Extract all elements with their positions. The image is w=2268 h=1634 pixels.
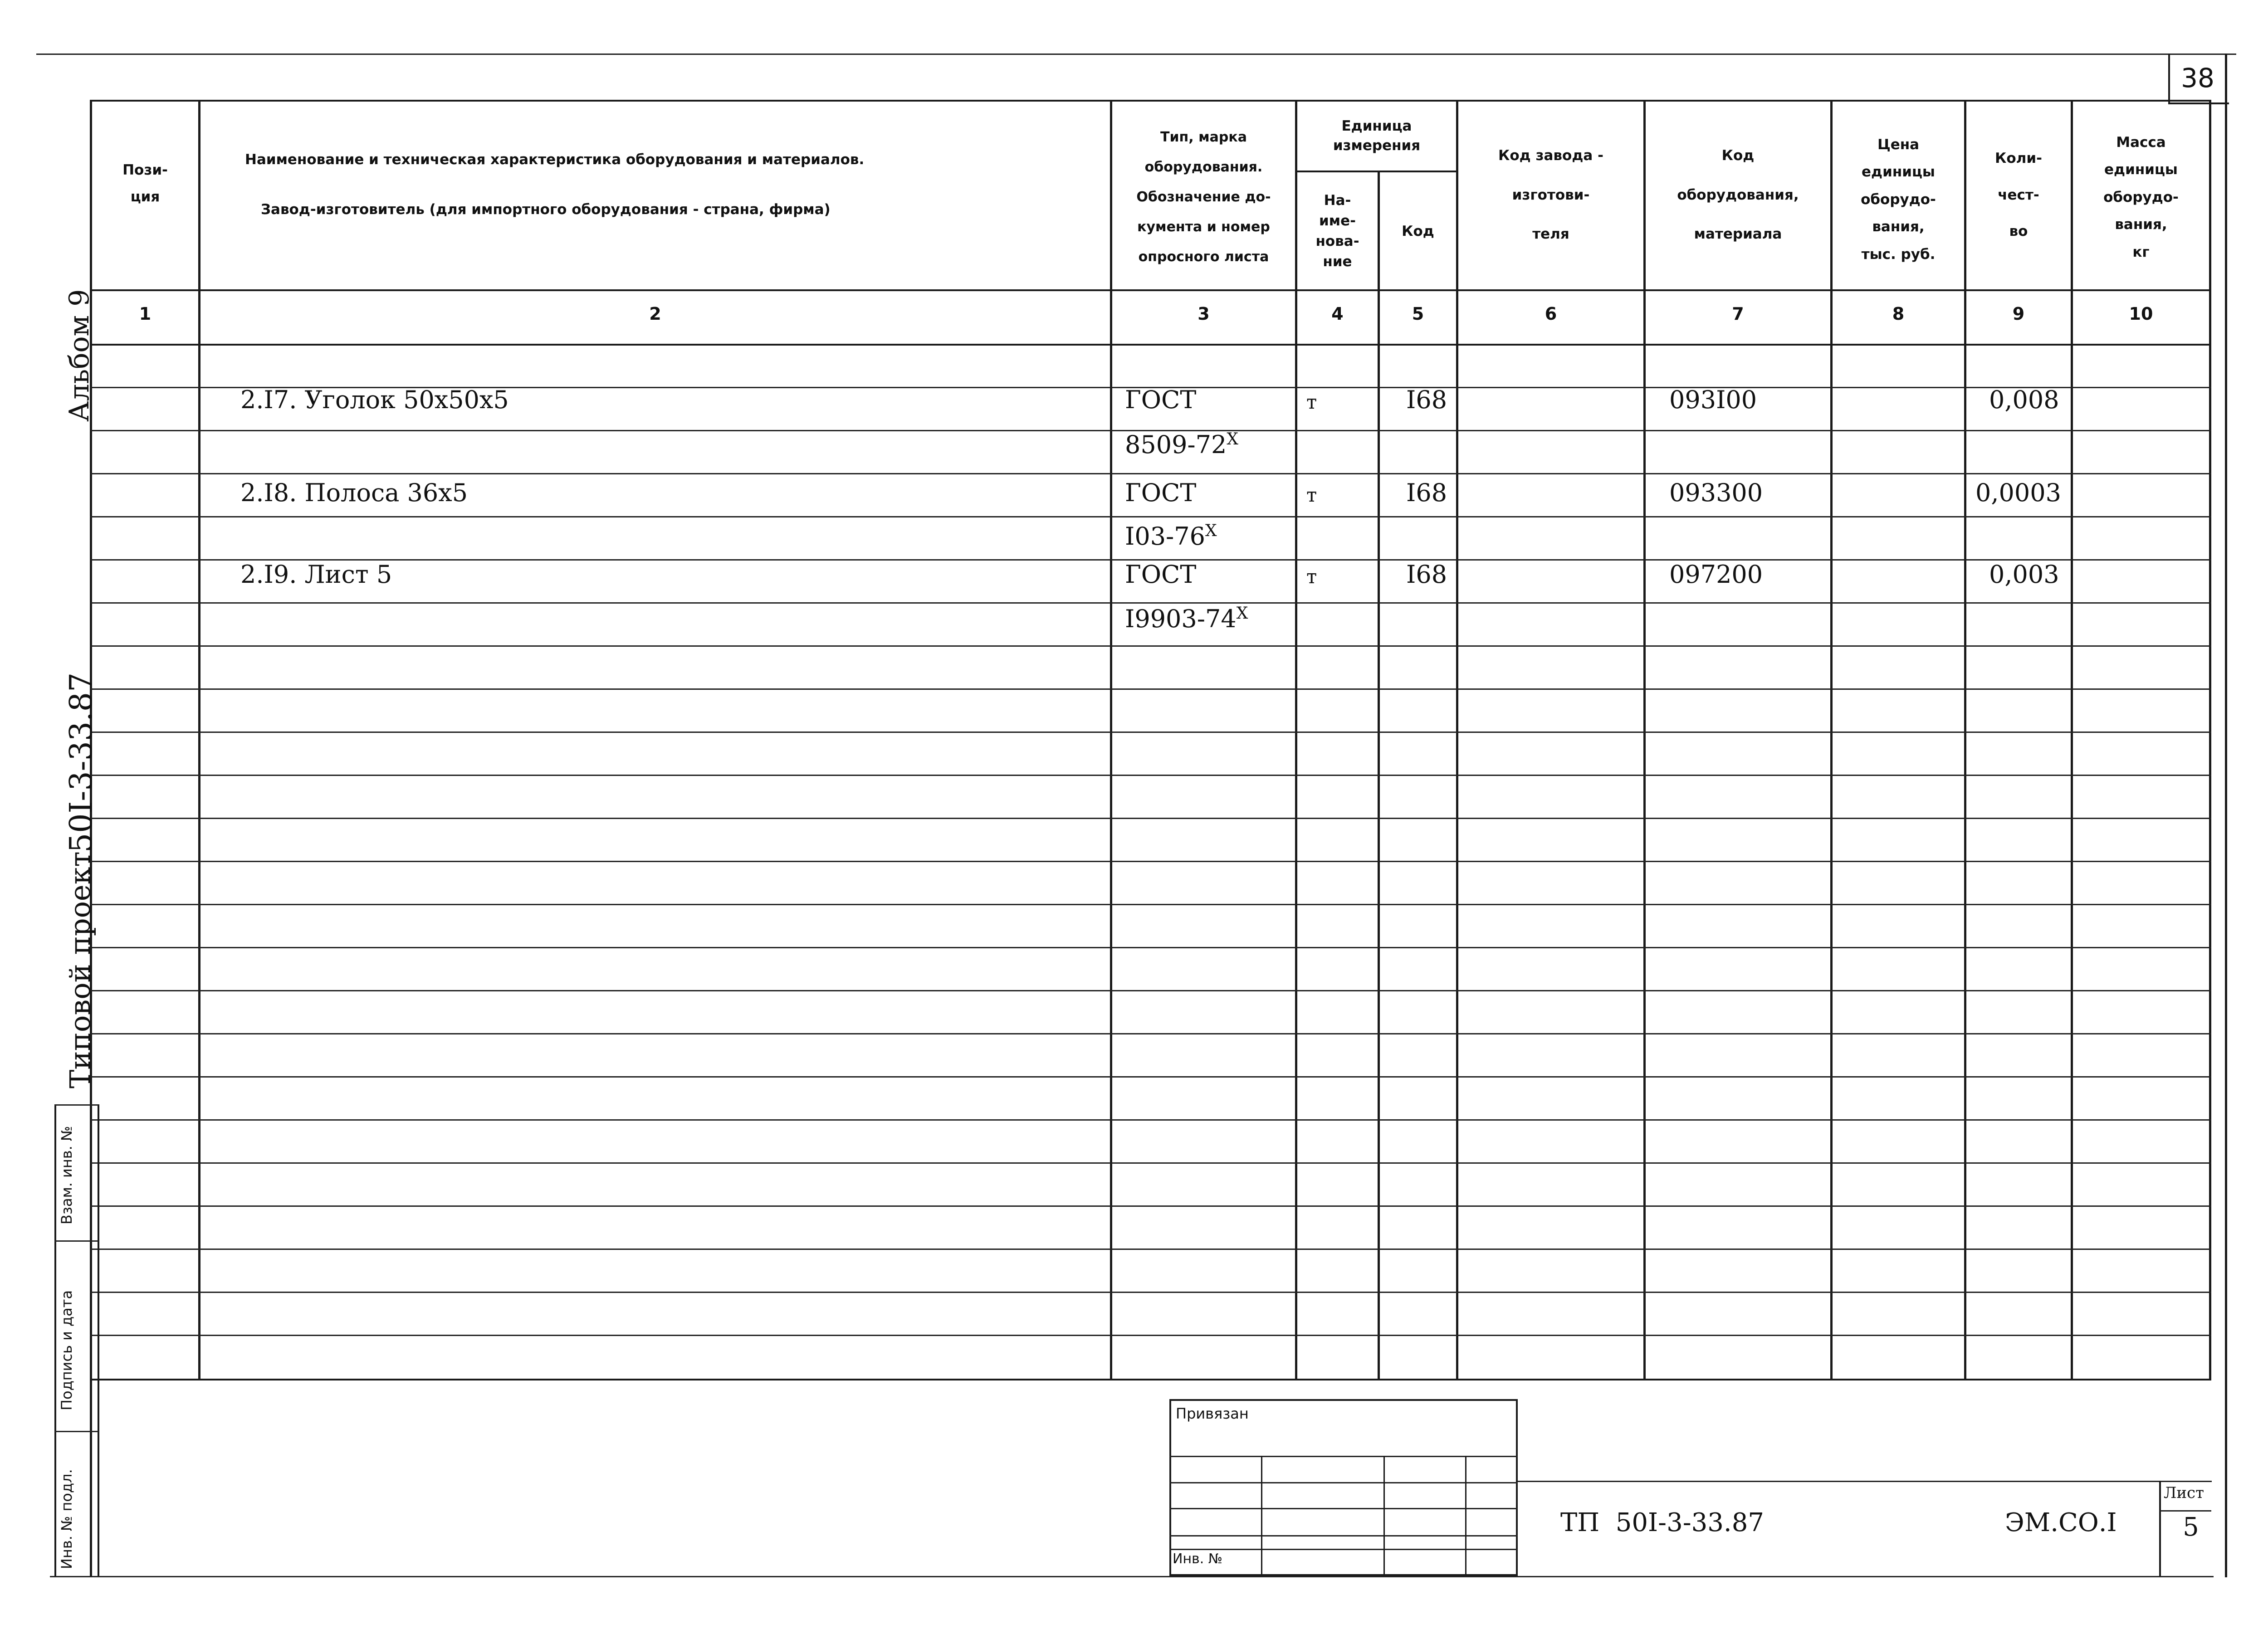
col-divider-1 (198, 101, 200, 1380)
header-unit-group: Единица измерения (1333, 117, 1421, 154)
row-quantity: 0,003 (1989, 560, 2059, 589)
stamp-original-inv: Инв. № подл. (58, 1469, 75, 1569)
bound-label: Привязан (1176, 1405, 1249, 1422)
row-material-code: 093300 (1669, 478, 1763, 507)
row-name: 2.I7. Уголок 50x50x5 (240, 385, 509, 414)
project-reference: ТП 50I-3-33.87 (1560, 1508, 1764, 1537)
side-stamp-div2 (54, 1431, 99, 1432)
row-separator (90, 947, 2211, 948)
col-divider-5 (1456, 101, 1458, 1380)
bound-col-1 (1261, 1456, 1262, 1576)
sheet-corner-number: 38 (2181, 63, 2214, 93)
sheet-label-line (2159, 1510, 2211, 1512)
colnum-3: 3 (1198, 304, 1210, 324)
row-separator (90, 1249, 2211, 1250)
bound-col-3 (1465, 1456, 1466, 1576)
side-stamp-top (54, 1104, 99, 1106)
colnum-4: 4 (1331, 304, 1344, 324)
colnum-2: 2 (649, 304, 661, 324)
row-quantity: 0,008 (1989, 385, 2059, 414)
inv-label: Инв. № (1173, 1551, 1223, 1567)
colnum-7: 7 (1732, 304, 1744, 324)
side-stamp-right-edge (98, 1104, 99, 1576)
top-border-line (36, 54, 2236, 55)
row-doc-line2: $I03-76^X$ (1125, 522, 1217, 551)
row-doc-line1: ГОСТ (1125, 560, 1197, 589)
header-position: Пози- ция (122, 162, 168, 205)
row-name: 2.I8. Полоса 36x5 (240, 478, 468, 507)
colnum-5: 5 (1412, 304, 1424, 324)
header-unit-mass: Масса единицы оборудо- вания, кг (2103, 134, 2179, 260)
col-divider-8 (1964, 101, 1966, 1380)
sheet-number: 5 (2183, 1512, 2199, 1542)
colnum-6: 6 (1545, 304, 1557, 324)
row-unit-code: I68 (1406, 560, 1447, 589)
row-separator (90, 1205, 2211, 1207)
row-doc-line1: ГОСТ (1125, 478, 1197, 507)
colnum-10: 10 (2129, 304, 2153, 324)
colnum-8: 8 (1892, 304, 1905, 324)
col-divider-9 (2071, 101, 2073, 1380)
header-type-mark: Тип, марка оборудования. Обозначение до- кумента и номер опросного листа (1136, 129, 1271, 265)
title-strip-top (1518, 1481, 2212, 1482)
table-body-bottom (90, 1379, 2211, 1380)
row-unit-code: I68 (1406, 385, 1447, 414)
col-divider-10 (2209, 101, 2211, 1380)
row-doc-line2: $I9903-74^X$ (1125, 604, 1248, 633)
col-divider-2 (1110, 101, 1112, 1380)
title-strip-sheet-divider (2159, 1481, 2161, 1576)
row-separator (90, 990, 2211, 991)
header-unit-code: Код (1402, 223, 1434, 239)
stamp-replacement-inv: Взам. инв. № (58, 1126, 75, 1224)
header-top-line (90, 100, 2211, 102)
row-quantity: 0,0003 (1975, 478, 2061, 507)
side-stamp-left-edge (54, 1104, 56, 1576)
row-separator (90, 818, 2211, 819)
row-separator (90, 1119, 2211, 1121)
col-divider-3 (1295, 101, 1297, 1380)
header-bottom-line (90, 289, 2211, 291)
row-separator (90, 688, 2211, 690)
header-quantity: Коли- чест- во (1995, 150, 2042, 240)
row-separator (90, 1292, 2211, 1293)
colnum-9: 9 (2012, 304, 2025, 324)
header-unit-price: Цена единицы оборудо- вания, тыс. руб. (1861, 136, 1936, 263)
unit-group-line (1295, 171, 1458, 172)
col-divider-7 (1830, 101, 1833, 1380)
bottom-border-line (50, 1576, 2214, 1577)
sheet-label: Лист (2164, 1484, 2204, 1502)
album-label: Альбом 9 (64, 289, 95, 422)
row-separator (90, 645, 2211, 647)
row-doc-line1: ГОСТ (1125, 385, 1197, 414)
document-code: ЭМ.СО.I (2005, 1508, 2117, 1537)
row-separator (90, 904, 2211, 905)
row-separator (90, 1335, 2211, 1336)
row-separator (90, 602, 2211, 604)
colnum-1: 1 (139, 304, 152, 324)
colnum-bottom-line (90, 344, 2211, 346)
row-separator (90, 516, 2211, 517)
row-separator (90, 861, 2211, 862)
row-unit-code: I68 (1406, 478, 1447, 507)
row-separator (90, 1162, 2211, 1164)
row-name: 2.I9. Лист 5 (240, 560, 392, 589)
header-material-code: Код оборудования, материала (1677, 147, 1799, 243)
row-unit: т (1306, 391, 1317, 413)
header-unit-name: На- име- нова- ние (1315, 192, 1359, 270)
right-frame-line (2225, 54, 2227, 1577)
project-code-vertical: 50I-3-33.87 (64, 672, 99, 853)
row-separator (90, 775, 2211, 776)
row-doc-line2: $8509-72^X$ (1125, 430, 1239, 459)
row-unit: т (1306, 484, 1317, 506)
project-type-vertical: Типовой проект (64, 851, 97, 1088)
row-unit: т (1306, 566, 1317, 588)
row-material-code: 093I00 (1669, 385, 1757, 414)
col-divider-6 (1643, 101, 1646, 1380)
row-separator (90, 473, 2211, 474)
stamp-signature-date: Подпись и дата (58, 1290, 75, 1410)
row-material-code: 097200 (1669, 560, 1763, 589)
row-separator (90, 732, 2211, 733)
header-name-line2: Завод-изготовитель (для импортного оборудования - страна, фирма) (261, 201, 831, 218)
header-name-line1: Наименование и техническая характеристика оборудования и материалов. (245, 151, 865, 168)
bound-col-2 (1383, 1456, 1385, 1576)
row-separator (90, 1033, 2211, 1034)
header-factory-code: Код завода - изготови- теля (1498, 147, 1603, 243)
side-stamp-div1 (54, 1240, 99, 1242)
row-separator (90, 1076, 2211, 1078)
